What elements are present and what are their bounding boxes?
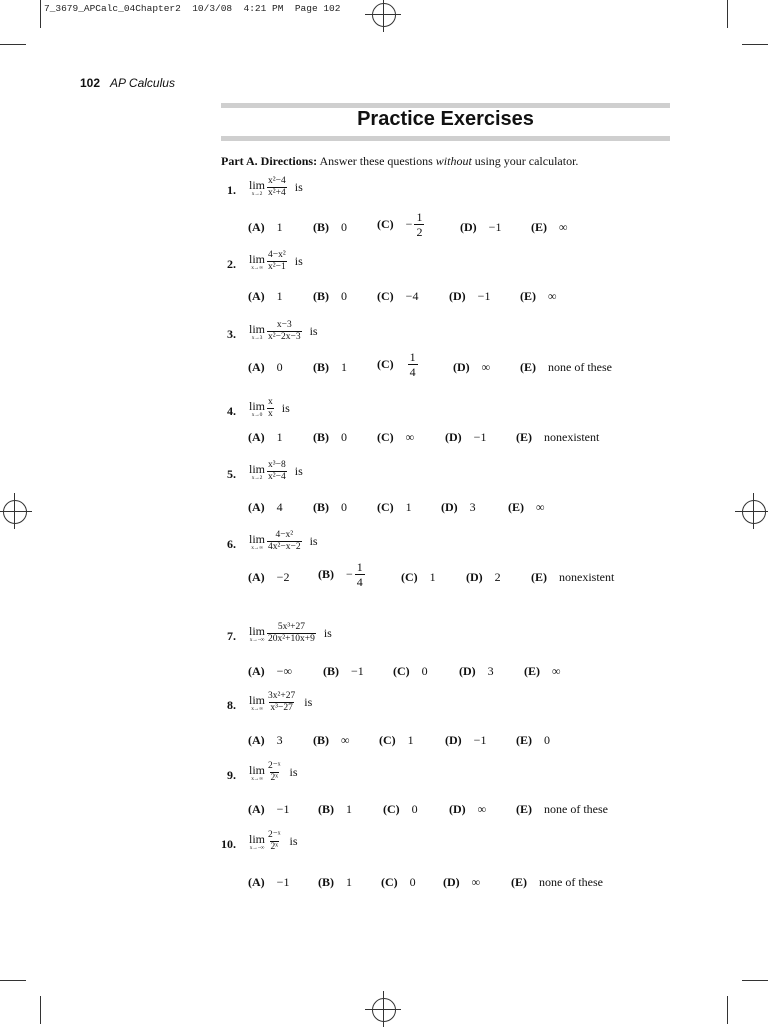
limit-operator	[249, 462, 265, 481]
option-label: (A)	[248, 500, 265, 514]
answer-option	[377, 350, 418, 379]
limit-expression	[249, 622, 332, 645]
option-value: ∞	[471, 875, 481, 889]
answer-option	[393, 664, 428, 679]
limit-subscript: x→∞	[251, 706, 263, 712]
registration-mark-icon	[3, 500, 27, 524]
fraction-denominator: x²−1	[268, 262, 286, 272]
question-number: 4.	[227, 404, 236, 418]
limit-subscript: x→0	[251, 412, 263, 418]
question-tail: is	[294, 464, 303, 478]
answer-option	[508, 500, 545, 515]
option-label: (C)	[377, 289, 394, 303]
option-value: 1	[407, 733, 414, 747]
registration-mark-icon	[742, 500, 766, 524]
book-title: AP Calculus	[110, 76, 175, 90]
option-label: (D)	[466, 570, 483, 584]
limit-operator	[249, 693, 265, 712]
option-fraction	[408, 350, 418, 379]
limit-operator	[249, 763, 265, 782]
option-label: (D)	[443, 875, 460, 889]
option-value: 3	[276, 733, 283, 747]
question-tail: is	[309, 534, 318, 548]
question-tail: is	[294, 180, 303, 194]
answer-option	[466, 570, 501, 585]
option-label: (A)	[248, 664, 265, 678]
option-label: (B)	[313, 289, 329, 303]
option-value: −1	[488, 220, 502, 234]
crop-mark	[727, 996, 728, 1024]
option-label: (C)	[381, 875, 398, 889]
question-number: 1.	[227, 183, 236, 197]
answer-option	[381, 875, 416, 890]
question-tail: is	[323, 626, 332, 640]
answer-option	[248, 570, 289, 585]
fraction-denominator: x²−4	[268, 472, 286, 482]
option-label: (E)	[524, 664, 540, 678]
question-number: 8.	[227, 698, 236, 712]
option-label: (B)	[313, 500, 329, 514]
limit-fraction	[267, 397, 274, 420]
question-number: 7.	[227, 629, 236, 643]
limit-word: lim	[249, 178, 266, 192]
option-label: (E)	[520, 289, 536, 303]
answer-option	[318, 875, 352, 890]
option-label: (E)	[516, 802, 532, 816]
option-value: nonexistent	[544, 430, 600, 444]
answer-option	[248, 500, 283, 515]
option-value: ∞	[559, 220, 568, 234]
answer-option	[313, 430, 347, 445]
answer-option	[248, 802, 289, 817]
option-value: 2	[494, 570, 501, 584]
title-rule-bottom	[221, 136, 670, 141]
limit-operator	[249, 532, 265, 551]
registration-mark-icon	[372, 3, 396, 27]
option-value: −1	[473, 430, 487, 444]
option-label: (D)	[445, 430, 462, 444]
answer-option	[377, 430, 414, 445]
limit-fraction	[267, 830, 282, 853]
limit-subscript: x→∞	[251, 265, 263, 271]
answer-option	[248, 664, 292, 679]
limit-expression	[249, 830, 298, 853]
limit-operator	[249, 832, 265, 851]
limit-word: lim	[249, 763, 266, 777]
option-value: −1	[276, 875, 290, 889]
fraction-numerator: x	[268, 397, 273, 407]
question-number: 10.	[221, 837, 236, 851]
option-label: (B)	[318, 802, 334, 816]
option-label: (B)	[323, 664, 339, 678]
answer-option	[441, 500, 476, 515]
limit-fraction	[267, 176, 287, 199]
answer-option	[531, 570, 614, 585]
option-value: ∞	[481, 360, 491, 374]
option-value: −∞	[276, 664, 292, 678]
option-label: (B)	[313, 220, 329, 234]
option-value: −1	[276, 802, 290, 816]
question-tail: is	[289, 765, 298, 779]
fraction-numerator: 4−x²	[268, 250, 286, 260]
directions-text-before: Answer these questions	[319, 154, 436, 168]
crop-mark	[727, 0, 728, 28]
question-tail: is	[294, 254, 303, 268]
limit-fraction	[267, 761, 282, 784]
fraction-denominator: x	[268, 409, 273, 419]
answer-option	[520, 360, 612, 375]
answer-option	[516, 430, 599, 445]
option-value: ∞	[341, 733, 350, 747]
limit-operator	[249, 252, 265, 271]
fraction-numerator: 5x³+27	[277, 622, 306, 632]
answer-option	[443, 875, 480, 890]
option-value: −1	[473, 733, 487, 747]
answer-option	[318, 802, 352, 817]
limit-word: lim	[249, 462, 266, 476]
answer-option	[318, 560, 365, 589]
option-value: 0	[341, 500, 347, 514]
option-value: 0	[276, 360, 283, 374]
fraction-denominator: 4x²−x−2	[268, 542, 301, 552]
option-fraction-numerator: 1	[409, 350, 416, 364]
answer-option	[313, 289, 347, 304]
answer-option	[313, 733, 350, 748]
limit-subscript: x→2	[251, 191, 263, 197]
fraction-numerator: 2⁻ˣ	[268, 830, 281, 840]
option-label: (C)	[393, 664, 410, 678]
fraction-denominator: x³−27	[270, 703, 293, 713]
option-fraction-denominator: 4	[356, 575, 363, 589]
limit-expression	[249, 176, 303, 199]
limit-expression	[249, 761, 298, 784]
crop-mark	[742, 980, 768, 981]
option-label: (C)	[377, 430, 394, 444]
limit-expression	[249, 530, 318, 553]
limit-fraction	[267, 530, 302, 553]
option-label: (A)	[248, 875, 265, 889]
option-label: (C)	[383, 802, 400, 816]
option-value: none of these	[548, 360, 612, 374]
option-value: ∞	[536, 500, 545, 514]
fraction-denominator: x²−2x−3	[268, 332, 301, 342]
option-value: −2	[276, 570, 290, 584]
page-title: Practice Exercises	[357, 108, 534, 130]
option-label: (C)	[379, 733, 396, 747]
option-value: −1	[477, 289, 491, 303]
answer-option	[313, 220, 347, 235]
option-value: −	[405, 217, 413, 231]
answer-option	[449, 802, 486, 817]
limit-operator	[249, 322, 265, 341]
crop-mark	[40, 996, 41, 1024]
option-label: (E)	[508, 500, 524, 514]
limit-subscript: x→∞	[251, 776, 263, 782]
answer-option	[531, 220, 568, 235]
limit-subscript: x→∞	[251, 545, 263, 551]
question-number: 5.	[227, 467, 236, 481]
limit-expression	[249, 460, 303, 483]
page-number: 102	[80, 76, 101, 90]
limit-subscript: x→2	[251, 475, 263, 481]
option-label: (A)	[248, 733, 265, 747]
fraction-numerator: 3x²+27	[268, 691, 296, 701]
limit-expression	[249, 320, 318, 343]
limit-word: lim	[249, 399, 266, 413]
option-value: none of these	[544, 802, 608, 816]
option-label: (A)	[248, 802, 265, 816]
limit-subscript: x→−∞	[249, 637, 265, 643]
question-tail: is	[281, 401, 290, 415]
limit-expression	[249, 691, 312, 714]
option-value: 0	[411, 802, 418, 816]
answer-option	[445, 430, 486, 445]
option-label: (D)	[449, 802, 466, 816]
option-label: (B)	[318, 567, 334, 581]
option-label: (A)	[248, 430, 265, 444]
answer-option	[516, 733, 550, 748]
limit-expression	[249, 397, 290, 420]
option-value: none of these	[539, 875, 603, 889]
option-label: (B)	[313, 430, 329, 444]
option-fraction-numerator: 1	[416, 210, 423, 224]
fraction-denominator: 20x²+10x+9	[268, 634, 315, 644]
option-label: (D)	[453, 360, 470, 374]
directions-label: Part A. Directions:	[221, 154, 318, 168]
question-tail: is	[304, 695, 313, 709]
limit-word: lim	[249, 252, 266, 266]
option-value: −1	[351, 664, 364, 678]
limit-fraction	[267, 460, 287, 483]
option-value: 1	[346, 802, 352, 816]
option-label: (E)	[531, 570, 547, 584]
fraction-numerator: x−3	[276, 320, 292, 330]
option-label: (B)	[318, 875, 334, 889]
option-value: 1	[429, 570, 436, 584]
limit-subscript: x→3	[251, 335, 263, 341]
running-head	[80, 76, 175, 90]
option-fraction-numerator: 1	[356, 560, 363, 574]
limit-expression	[249, 250, 303, 273]
option-label: (B)	[313, 733, 329, 747]
option-label: (D)	[445, 733, 462, 747]
answer-option	[248, 430, 283, 445]
answer-option	[460, 220, 501, 235]
option-value: 0	[544, 733, 550, 747]
answer-option	[248, 360, 283, 375]
option-label: (A)	[248, 289, 265, 303]
answer-option	[248, 875, 289, 890]
crop-mark	[0, 44, 26, 45]
fraction-numerator: 4−x²	[275, 530, 294, 540]
option-label: (C)	[401, 570, 418, 584]
limit-word: lim	[249, 322, 266, 336]
answer-option	[377, 289, 418, 304]
option-value: 0	[341, 220, 347, 234]
answer-option	[401, 570, 436, 585]
option-value: 0	[341, 289, 347, 303]
option-label: (C)	[377, 217, 394, 231]
limit-operator	[249, 399, 265, 418]
option-label: (D)	[449, 289, 466, 303]
option-label: (E)	[531, 220, 547, 234]
option-value: 1	[276, 430, 283, 444]
option-value: 1	[405, 500, 412, 514]
option-value: 1	[276, 220, 283, 234]
crop-mark	[742, 44, 768, 45]
option-label: (C)	[377, 357, 394, 371]
limit-fraction	[267, 691, 296, 714]
fraction-denominator: 2ˣ	[270, 773, 279, 783]
option-value: 3	[487, 664, 494, 678]
fraction-denominator: x²+4	[268, 188, 286, 198]
option-label: (A)	[248, 360, 265, 374]
answer-option	[524, 664, 561, 679]
option-label: (A)	[248, 570, 265, 584]
answer-option	[323, 664, 364, 679]
option-fraction	[414, 210, 424, 239]
option-value: 1	[341, 360, 347, 374]
answer-option	[445, 733, 486, 748]
limit-fraction	[267, 622, 316, 645]
option-value: ∞	[548, 289, 557, 303]
option-value: −4	[405, 289, 419, 303]
option-label: (A)	[248, 220, 265, 234]
answer-option	[248, 220, 283, 235]
limit-operator	[249, 178, 265, 197]
limit-word: lim	[249, 624, 266, 638]
directions	[221, 154, 578, 169]
option-value: ∞	[477, 802, 487, 816]
answer-option	[248, 733, 283, 748]
fraction-denominator: 2ˣ	[270, 842, 279, 852]
option-fraction-denominator: 2	[416, 225, 423, 239]
answer-option	[459, 664, 494, 679]
registration-mark-icon	[372, 998, 396, 1022]
option-value: ∞	[405, 430, 415, 444]
option-value: 0	[409, 875, 416, 889]
option-value: nonexistent	[559, 570, 615, 584]
question-tail: is	[309, 324, 318, 338]
fraction-numerator: x³−8	[268, 460, 286, 470]
option-value: 0	[341, 430, 347, 444]
question-number: 3.	[227, 327, 236, 341]
question-tail: is	[289, 834, 298, 848]
option-value: 1	[346, 875, 352, 889]
question-number: 2.	[227, 257, 236, 271]
limit-word: lim	[249, 693, 266, 707]
option-label: (E)	[511, 875, 527, 889]
directions-text-after: using your calculator.	[471, 154, 579, 168]
answer-option	[383, 802, 418, 817]
limit-subscript: x→−∞	[249, 845, 265, 851]
option-label: (B)	[313, 360, 329, 374]
option-value: 0	[421, 664, 428, 678]
option-label: (E)	[516, 733, 532, 747]
option-label: (E)	[520, 360, 536, 374]
fraction-numerator: 2⁻ˣ	[268, 761, 281, 771]
option-value: 4	[276, 500, 283, 514]
fraction-numerator: x²−4	[268, 176, 286, 186]
option-label: (C)	[377, 500, 394, 514]
option-value: ∞	[552, 664, 561, 678]
limit-word: lim	[249, 832, 266, 846]
print-slug: 7_3679_APCalc_04Chapter2 10/3/08 4:21 PM Page 102	[44, 3, 341, 14]
answer-option	[377, 500, 412, 515]
answer-option	[248, 289, 283, 304]
question-number: 9.	[227, 768, 236, 782]
directions-emphasis: without	[435, 154, 472, 168]
answer-option	[313, 360, 347, 375]
answer-option	[377, 210, 424, 239]
option-fraction	[355, 560, 365, 589]
answer-option	[313, 500, 347, 515]
answer-option	[516, 802, 608, 817]
question-number: 6.	[227, 537, 236, 551]
answer-option	[453, 360, 490, 375]
limit-operator	[249, 624, 265, 643]
option-label: (D)	[460, 220, 477, 234]
option-value: 1	[276, 289, 283, 303]
limit-fraction	[267, 250, 287, 273]
option-label: (D)	[459, 664, 476, 678]
option-label: (D)	[441, 500, 458, 514]
answer-option	[511, 875, 603, 890]
answer-option	[449, 289, 490, 304]
option-value: −	[346, 567, 353, 581]
option-label: (E)	[516, 430, 532, 444]
answer-option	[379, 733, 414, 748]
crop-mark	[40, 0, 41, 28]
limit-fraction	[267, 320, 302, 343]
crop-mark	[0, 980, 26, 981]
option-fraction-denominator: 4	[409, 365, 416, 379]
limit-word: lim	[249, 532, 266, 546]
option-value: 3	[469, 500, 476, 514]
answer-option	[520, 289, 557, 304]
